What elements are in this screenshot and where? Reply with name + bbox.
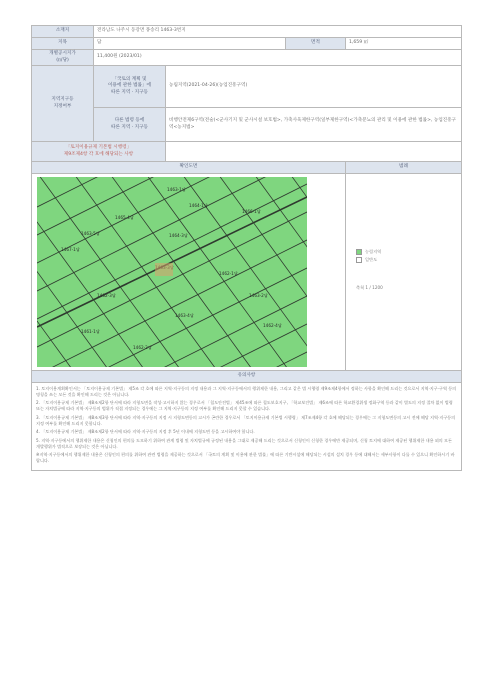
location-value: 전라남도 나주시 동강면 몽송리 1463-3번지: [94, 26, 462, 38]
cadastral-map-svg: [37, 177, 307, 367]
jimok-label: 지목: [32, 38, 94, 50]
note-paragraph: 1. 토지이용계획확인서는 「토지이용규제 기본법」 제5조 각 호에 따른 지역·지구등의 지정 내용과 그 지역·지구등에서의 행위제한 내용, 그리고 같은 법 시행령 제9조제4항에서 정하는 사항을 확인해 드리는 것으로서 지역·지구·구역 등의 명칭을 쓰는 모든 것을 확인해 드리는 것은 아닙니다.: [36, 386, 457, 397]
legend-label-farmland: 농림지역: [365, 249, 382, 255]
area-value: 1,659 ㎡: [346, 38, 462, 50]
zoning-section-label: 지역지구등 지정여부: [32, 66, 94, 142]
cadastral-map: [37, 177, 307, 367]
legend-item-general: [356, 257, 377, 263]
parcel-label: 1463-1답: [167, 187, 186, 192]
notes-title: 유의사항: [32, 371, 462, 383]
parcel-label: 1462-4답: [263, 323, 282, 328]
legend-title: 범례: [346, 162, 462, 174]
jimok-value: 답: [94, 38, 286, 50]
note-paragraph: 5. 지역·지구등에서의 행위제한 내용은 신청인의 편의를 도모하기 위하여 관계 법령 및 자치법규에 규정된 내용을 그대로 제공해 드리는 것으로서 신청인이 신청한 경우에만 제공되며, 신청 토지에 대하여 제공된 행위제한 내용 외의 모든 개발행위가 법적으로 보장되는 것은 아닙니다.: [36, 438, 452, 449]
map-title: 확인도면: [32, 162, 346, 174]
parcel-label: 1466-1답: [242, 209, 261, 214]
parcel-label: 1464-1답: [189, 203, 208, 208]
area-label: 면적: [286, 38, 346, 50]
legend-label-general: 일반도: [365, 257, 378, 263]
parcel-label: 1463-2답: [249, 293, 268, 298]
parcel-label: 1462-2답: [133, 345, 152, 350]
note-paragraph: 3. 「토지이용규제 기본법」 제8조제3항 단서에 따라 지역·지구등의 지정 시 지형도면등의 고시가 곤란한 경우로서 「토지이용규제 기본법 시행령」 제7조제4항 각 호에 해당되는 경우에는 그 지형도면등의 고시 전에 해당 지역·지구등의 지정 여부를 확인해 드리지 못합니다.: [36, 414, 456, 426]
legend-cell: [346, 174, 462, 371]
land-use-plan-document: [31, 25, 461, 471]
law1-label: 「국토의 계획 및 이용에 관한 법률」에 따른 지역 · 지구등: [94, 66, 166, 108]
price-value: 11,400원 (2023/01): [94, 50, 462, 66]
price-label: 개별공시지가 (㎡당): [32, 50, 94, 66]
note-paragraph: ※지역·지구등에서의 행위제한 내용은 신청인의 편의를 위하여 관련 법령을 제공하는 것으로서 「국토의 계획 및 이용에 관한 법률」에 따른 기반시설에 해당되는 시설의 설치 경우 등에 대해서는 세부사항이 다를 수 있으니 확인하시기 바랍니다.: [36, 452, 455, 464]
legend: [346, 175, 461, 369]
legend-item-farmland: [356, 249, 381, 255]
parcel-label: 1464-3답: [169, 233, 188, 238]
extra-value: [166, 142, 462, 162]
parcel-label: 1467-1답: [61, 247, 80, 252]
notes-body: [32, 383, 462, 471]
note-paragraph: 4. 「토지이용규제 기본법」 제8조제2항 단서에 따라 지역·지구등의 지정 후 5년 이내에 지형도면 등을 고시하여야 합니다.: [36, 429, 255, 435]
legend-swatch-general: [356, 257, 362, 263]
parcel-label: 1463-5답: [81, 231, 100, 236]
extra-label: 「토지이용규제 기본법 시행령」 제9조제4항 각 호에 해당되는 사항: [32, 142, 166, 162]
map-cell: [32, 174, 346, 371]
parcel-label: 1461-1답: [81, 329, 100, 334]
note-paragraph: 2. 「토지이용규제 기본법」 제8조제2항 단서에 따라 지형도면을 작성·고시하지 않는 경우로서 「철도안전법」 제45조에 따른 철도보호지구, 「학교보건법」 제6조에 따른 학교환경위생 정화구역 등과 같이 별도의 지정 절차 없이 법령 또는 자치법규에 따라 지역·지구등의 범위가 직접 지정되는 경우에는 그 지역·지구등의 지정 여부를 확인해 드리지 못할 수 있습니다.: [36, 400, 453, 412]
target-parcel-highlight: [155, 263, 173, 276]
map-scale: 축척 1 / 1200: [356, 285, 383, 290]
parcel-label: 1462-1답: [219, 271, 238, 276]
location-label: 소재지: [32, 26, 94, 38]
law2-value: 비행안전제6구역(전술)<군사기지 및 군사시설 보호법>, 가축사육제한구역(일부제한구역)<가축분뇨의 관리 및 이용에 관한 법률>, 농업진흥구역<농지법>: [166, 108, 462, 142]
parcel-label: 1465-4답: [115, 215, 134, 220]
law2-label: 다른 법령 등에 따른 지역 · 지구등: [94, 108, 166, 142]
law1-value: 농림지역(2021-04-26)(농업진흥구역): [166, 66, 462, 108]
land-info-table: [31, 25, 462, 471]
parcel-label: 1463-4답: [175, 313, 194, 318]
legend-swatch-farmland: [356, 249, 362, 255]
parcel-label: 1462-3답: [97, 293, 116, 298]
